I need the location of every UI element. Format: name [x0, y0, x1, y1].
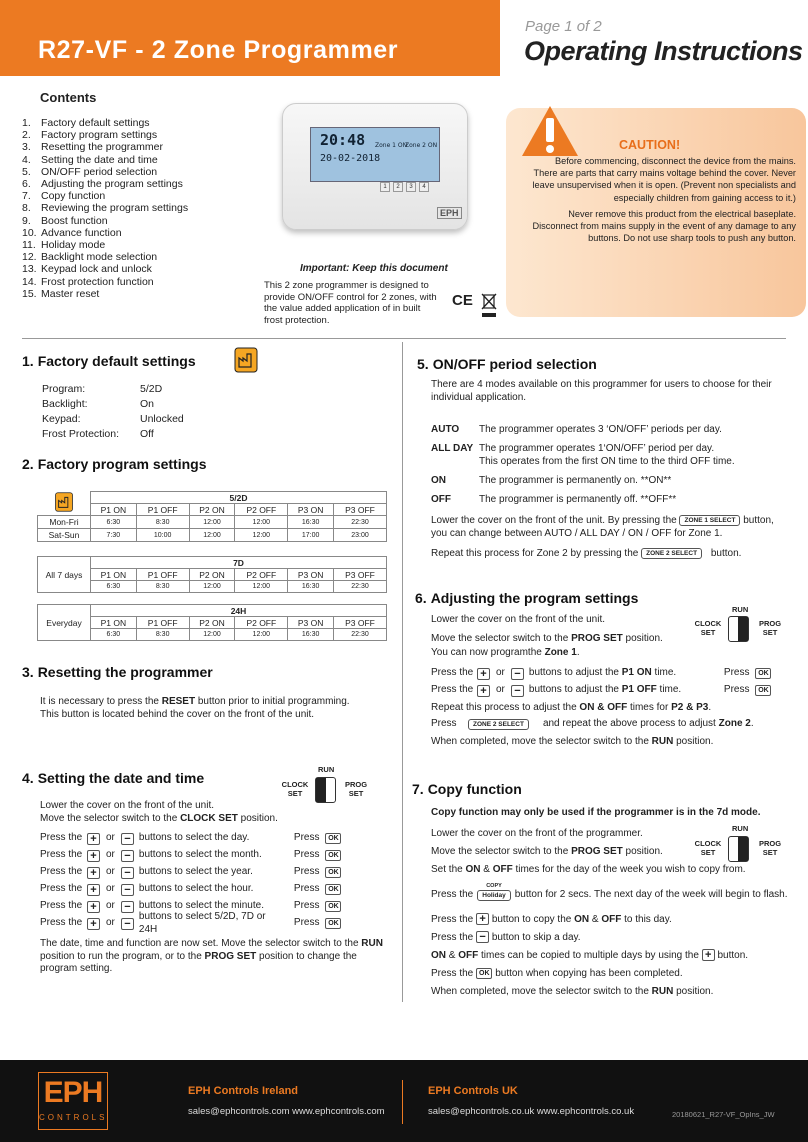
- defaults-values: 5/2D On Unlocked Off: [140, 383, 184, 440]
- reset-text: It is necessary to press the RESET button prior to initial programming. This button is located behind the cover on the front of the unit.: [40, 696, 350, 720]
- table-row: Sat-Sun 7:30 10:00 12:00 12:00 17:00 23:00: [38, 529, 387, 542]
- intro-text: This 2 zone programmer is designed to provide ON/OFF control for 2 zones, with the value added application of in built frost protection.: [264, 280, 437, 326]
- s4-conclusion: The date, time and function are now set. Move the selector switch to the RUN position to run the program, or to the PROG SET position to change the program setting.: [40, 938, 383, 974]
- selector-clock-label: CLOCK SET: [694, 839, 722, 857]
- section-7-heading: 7. Copy function: [412, 781, 522, 797]
- table-24h: Everyday 24H P1 ON P1 OFF P2 ON P2 OFF P3 ON P3 OFF 6:30 8:30 12:00 12:00 16:30 22:30: [37, 604, 387, 641]
- footer: [0, 1060, 808, 1142]
- important-title: Important: Keep this document: [300, 263, 448, 274]
- minus-button[interactable]: −: [511, 668, 524, 680]
- section-1-heading: 1. Factory default settings: [22, 353, 196, 369]
- plus-button[interactable]: +: [87, 901, 100, 913]
- weee-bin-icon: [481, 290, 497, 318]
- zone1-select-button[interactable]: ZONE 1 SELECT: [679, 515, 740, 526]
- plus-button[interactable]: +: [477, 685, 490, 697]
- ce-mark: CE: [452, 292, 473, 309]
- minus-button[interactable]: −: [121, 867, 134, 879]
- table-row: 6:30 8:30 12:00 12:00 16:30 22:30: [38, 581, 387, 593]
- lcd-date: 20-02-2018: [320, 153, 381, 164]
- ok-button[interactable]: OK: [755, 668, 771, 679]
- table-row: 6:30 8:30 12:00 12:00 16:30 22:30: [38, 629, 387, 641]
- minus-button[interactable]: −: [121, 884, 134, 896]
- table-row: Mon-Fri 6:30 8:30 12:00 12:00 16:30 22:30: [38, 516, 387, 529]
- device-button-4: 4: [419, 182, 429, 192]
- section-2-heading: 2. Factory program settings: [22, 456, 207, 472]
- contents-item[interactable]: 7. Copy function: [22, 190, 106, 203]
- contents-item[interactable]: 15. Master reset: [22, 287, 100, 300]
- contents-item[interactable]: 2. Factory program settings: [22, 129, 158, 142]
- footer-divider: [402, 1080, 403, 1124]
- plus-button[interactable]: +: [702, 949, 715, 961]
- lcd-time: 20:48: [320, 131, 366, 149]
- footer-uk-title: EPH Controls UK: [428, 1085, 518, 1097]
- list-item: Press the + or − buttons to adjust the P1 OFF time. Press OK: [431, 682, 791, 699]
- lcd-zone1: Zone 1 ON: [375, 142, 408, 149]
- copy-label: COPY: [486, 883, 502, 889]
- s7-steps: Lower the cover on the front of the programmer. Move the selector switch to the PROG SET position. Set the ON & OFF times for the day of the week you wish to copy from. Press the COPY Holiday button for 2 secs. The next day of the week will begin to flash. Press the + button to copy the ON & OFF to this day. Press the − button to skip a day. ON & OFF times can be copied to multiple days by using the + button. Press the OK button when copying has been completed. When completed, move the selector switch to the RUN position.: [431, 828, 788, 997]
- list-item: Press ZONE 2 SELECT and repeat the above process to adjust Zone 2.: [431, 718, 754, 730]
- selector-run-label: RUN: [732, 605, 749, 614]
- eph-logo: EPH CONTROLS: [38, 1072, 108, 1130]
- contents-item[interactable]: 12. Backlight mode selection: [22, 251, 158, 264]
- factory-icon: [234, 347, 258, 373]
- doc-model-title: R27-VF - 2 Zone Programmer: [38, 36, 399, 64]
- contents-item[interactable]: 13. Keypad lock and unlock: [22, 263, 152, 276]
- plus-button[interactable]: +: [477, 668, 490, 680]
- contents-item[interactable]: 4. Setting the date and time: [22, 153, 158, 166]
- warning-icon: [520, 104, 580, 159]
- header-banner: [0, 0, 500, 76]
- selector-prog-label: PROG SET: [758, 839, 782, 857]
- contents-list: [22, 117, 188, 300]
- plus-button[interactable]: +: [87, 884, 100, 896]
- ok-button[interactable]: OK: [755, 685, 771, 696]
- s4-steps: [40, 830, 400, 935]
- section-3-heading: 3. Resetting the programmer: [22, 664, 213, 680]
- contents-item[interactable]: 1. Factory default settings: [22, 117, 150, 129]
- section-5-heading: 5. ON/OFF period selection: [417, 356, 597, 372]
- zone2-select-button[interactable]: ZONE 2 SELECT: [468, 719, 529, 730]
- selector-prog-label: PROG SET: [758, 619, 782, 637]
- section-6-heading: 6. Adjusting the program settings: [415, 590, 639, 606]
- document-code: 20180621_R27-VF_OpIns_JW: [672, 1110, 775, 1119]
- plus-button[interactable]: +: [476, 913, 489, 925]
- ok-button[interactable]: OK: [325, 901, 341, 912]
- selector-clock-label: CLOCK SET: [694, 619, 722, 637]
- list-item: Press the + or − buttons to select the month. Press OK: [40, 847, 400, 864]
- plus-button[interactable]: +: [87, 850, 100, 862]
- footer-ireland-contact[interactable]: sales@ephcontrols.com www.ephcontrols.com: [188, 1106, 385, 1117]
- list-item: Press the + or − buttons to adjust the P1 ON time. Press OK: [431, 665, 791, 682]
- contents-item[interactable]: 5. ON/OFF period selection: [22, 165, 158, 178]
- list-item: Press the + or − buttons to select the day. Press OK: [40, 830, 400, 847]
- list-item: When completed, move the selector switch to the RUN position.: [431, 736, 714, 747]
- ok-button[interactable]: OK: [325, 833, 341, 844]
- minus-button[interactable]: −: [476, 931, 489, 943]
- section-4-heading: 4. Setting the date and time: [22, 770, 205, 786]
- list-item: Press the + or − buttons to select the hour. Press OK: [40, 881, 400, 898]
- page-indicator: Page 1 of 2: [525, 18, 602, 35]
- contents-item[interactable]: 10. Advance function: [22, 226, 122, 239]
- minus-button[interactable]: −: [511, 685, 524, 697]
- selector-switch: [728, 616, 749, 642]
- device-button-3: 3: [406, 182, 416, 192]
- minus-button[interactable]: −: [121, 833, 134, 845]
- contents-item[interactable]: 14. Frost protection function: [22, 275, 154, 288]
- copy-note: Copy function may only be used if the programmer is in the 7d mode.: [431, 807, 761, 818]
- ok-button[interactable]: OK: [476, 968, 492, 979]
- list-item: Press the + or − buttons to select the minute. Press OK: [40, 898, 400, 915]
- plus-button[interactable]: +: [87, 833, 100, 845]
- lcd-zone2: Zone 2 ON: [405, 142, 438, 149]
- contents-item[interactable]: 11. Holiday mode: [22, 239, 106, 252]
- caution-title: CAUTION!: [619, 138, 681, 152]
- footer-uk-contact[interactable]: sales@ephcontrols.co.uk www.ephcontrols.co.uk: [428, 1106, 635, 1117]
- device-button-2: 2: [393, 182, 403, 192]
- factory-icon: [54, 492, 74, 512]
- ok-button[interactable]: OK: [325, 850, 341, 861]
- plus-button[interactable]: +: [87, 867, 100, 879]
- contents-item[interactable]: 9. Boost function: [22, 214, 108, 227]
- ok-button[interactable]: OK: [325, 918, 341, 929]
- list-item: Press the + or − buttons to select the year. Press OK: [40, 864, 400, 881]
- selector-prog-label: PROG SET: [344, 780, 368, 798]
- plus-button[interactable]: +: [87, 918, 100, 930]
- page-title: Operating Instructions: [524, 36, 803, 66]
- ok-button[interactable]: OK: [325, 867, 341, 878]
- s6-steps: [431, 665, 791, 750]
- selector-run-label: RUN: [732, 824, 749, 833]
- defaults-labels: Program: Backlight: Keypad: Frost Protection:: [42, 383, 120, 440]
- divider: [22, 338, 786, 339]
- contents-item[interactable]: 8. Reviewing the program settings: [22, 202, 189, 215]
- caution-text: Before commencing, disconnect the device from the mains. There are parts that carry mains voltage behind the cover. Never leave unsupervised when it is open. (Prevent non specialists and especially children from gaining access to it.) Never remove this product from the electrical baseplate. Disconnect from mains supply in the event of any damage to any buttons. Do not use sharp tools to push any button.: [532, 156, 796, 244]
- selector-clock-label: CLOCK SET: [281, 780, 309, 798]
- list-item: Repeat this process to adjust the ON & OFF times for P2 & P3.: [431, 702, 712, 713]
- table-5-2d: 5/2D P1 ON P1 OFF P2 ON P2 OFF P3 ON P3 OFF Mon-Fri 6:30 8:30 12:00 12:00 16:30 22:30 Sat-Sun 7:30 10:00 12:00 12:00 17:00 23:00: [37, 491, 387, 542]
- selector-run-label: RUN: [318, 765, 335, 774]
- s6-intro: Lower the cover on the front of the unit. Move the selector switch to the PROG SET position. You can now programthe Zone 1.: [431, 614, 663, 658]
- s5-instructions: Lower the cover on the front of the unit. By pressing the ZONE 1 SELECT button, you can change between AUTO / ALL DAY / ON / OFF for Zone 1. Repeat this process for Zone 2 by pressing the ZONE 2 SELECT button.: [431, 515, 774, 559]
- contents-title: Contents: [40, 90, 97, 105]
- s4-intro: Lower the cover on the front of the unit. Move the selector switch to the CLOCK SET position.: [40, 800, 278, 824]
- contents-item[interactable]: 6. Adjusting the program settings: [22, 178, 183, 191]
- s5-intro: There are 4 modes available on this programmer for users to choose for their individual application.: [431, 379, 772, 403]
- ok-button[interactable]: OK: [325, 884, 341, 895]
- device-logo: EPH: [437, 207, 462, 219]
- table-7d: All 7 days 7D P1 ON P1 OFF P2 ON P2 OFF P3 ON P3 OFF 6:30 8:30 12:00 12:00 16:30 22:30: [37, 556, 387, 593]
- minus-button[interactable]: −: [121, 901, 134, 913]
- column-divider: [402, 342, 403, 1002]
- s5-modes: AUTO The programmer operates 3 ‘ON/OFF’ periods per day. ALL DAY The programmer operates 1‘ON/OFF’ period per day. This operates from the first ON time to the third OFF time. ON The programmer is permanently on. **ON** OFF The programmer is permanently off. **OFF**: [431, 424, 735, 505]
- minus-button[interactable]: −: [121, 850, 134, 862]
- footer-ireland-title: EPH Controls Ireland: [188, 1085, 299, 1097]
- list-item: Press the + or − buttons to select 5/2D, 7D or 24H Press OK: [40, 915, 400, 932]
- minus-button[interactable]: −: [121, 918, 134, 930]
- contents-item[interactable]: 3. Resetting the programmer: [22, 141, 163, 154]
- zone2-select-button[interactable]: ZONE 2 SELECT: [641, 548, 702, 559]
- device-button-1: 1: [380, 182, 390, 192]
- copy-holiday-button[interactable]: Holiday: [477, 890, 510, 901]
